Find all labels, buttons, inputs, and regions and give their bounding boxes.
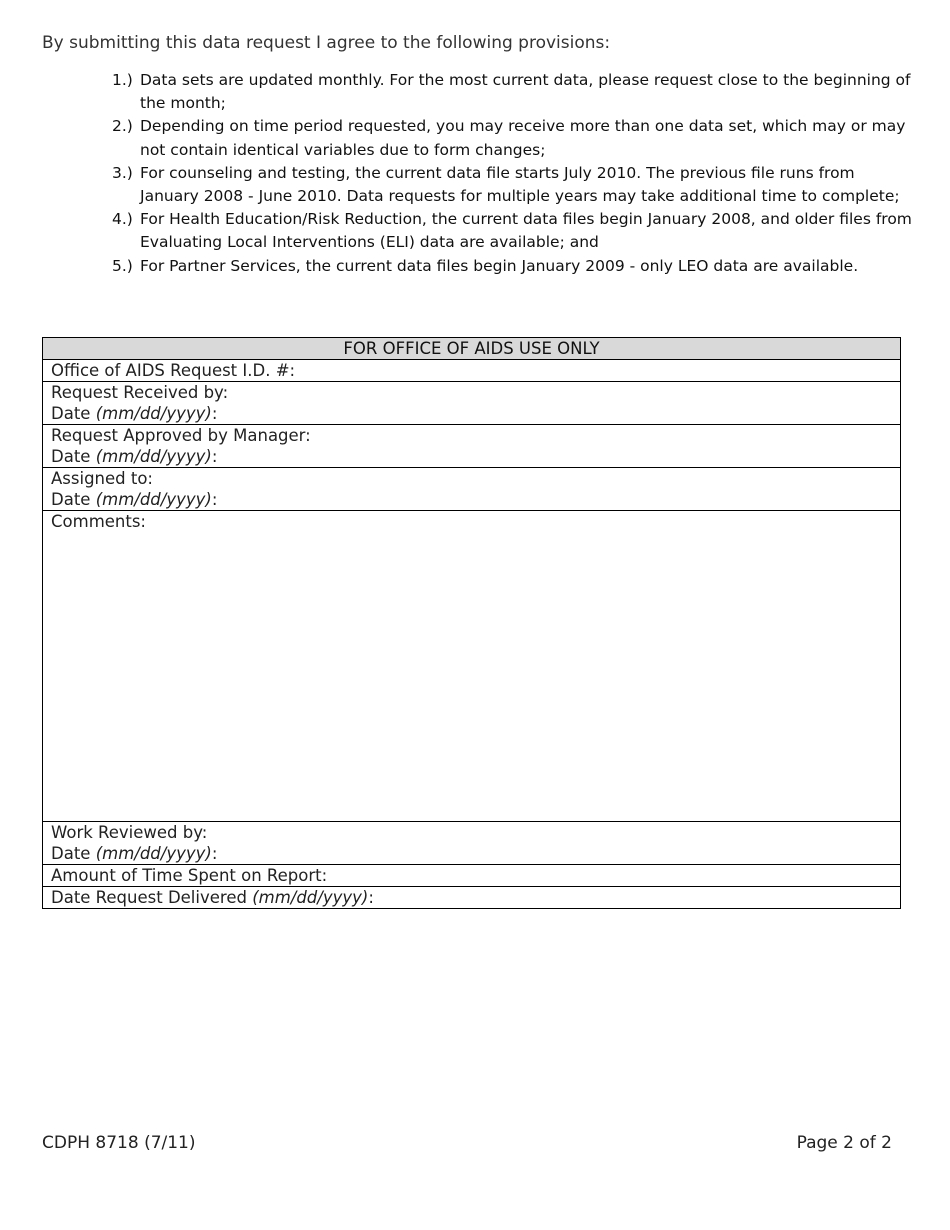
provision-item bbox=[112, 208, 912, 254]
form-id: CDPH 8718 (7/11) bbox=[42, 1133, 196, 1153]
date-format-hint: (mm/dd/yyyy) bbox=[252, 888, 369, 907]
provision-number: 3.) bbox=[112, 163, 133, 182]
request-id-label: Office of AIDS Request I.D. #: bbox=[51, 361, 296, 380]
date-format-hint: (mm/dd/yyyy) bbox=[95, 844, 212, 863]
date-suffix: : bbox=[211, 404, 218, 423]
received-by-field[interactable] bbox=[43, 382, 901, 425]
date-suffix: : bbox=[211, 844, 218, 863]
comments-field[interactable] bbox=[43, 511, 901, 822]
provisions-list bbox=[112, 69, 912, 278]
assigned-to-label: Assigned to: bbox=[51, 469, 153, 488]
date-label: Date bbox=[51, 844, 91, 863]
date-suffix: : bbox=[211, 490, 218, 509]
provision-text: Depending on time period requested, you may receive more than one data set, which may or may not contain identical variables due to form changes; bbox=[140, 117, 906, 159]
provision-number: 4.) bbox=[112, 210, 133, 229]
assigned-to-field[interactable] bbox=[43, 468, 901, 511]
date-format-hint: (mm/dd/yyyy) bbox=[95, 490, 212, 509]
provision-text: For Health Education/Risk Reduction, the current data files begin January 2008, and older files from Evaluating Local Interventions (ELI) data are available; and bbox=[140, 210, 912, 252]
date-format-hint: (mm/dd/yyyy) bbox=[95, 404, 212, 423]
date-delivered-label: Date Request Delivered bbox=[51, 888, 247, 907]
date-label: Date bbox=[51, 447, 91, 466]
provision-text: For counseling and testing, the current data file starts July 2010. The previous file runs from January 2008 - June 2010. Data requests for multiple years may take additional time to complete; bbox=[140, 163, 900, 206]
request-id-field[interactable] bbox=[43, 360, 901, 382]
received-date-line bbox=[51, 403, 892, 424]
time-spent-field[interactable] bbox=[43, 865, 901, 887]
time-spent-label: Amount of Time Spent on Report: bbox=[51, 866, 328, 885]
approved-by-field[interactable] bbox=[43, 425, 901, 468]
received-by-label: Request Received by: bbox=[51, 383, 229, 402]
office-use-table bbox=[42, 337, 901, 909]
provision-item bbox=[112, 162, 912, 208]
provision-number: 1.) bbox=[112, 71, 133, 89]
provision-item bbox=[112, 115, 912, 161]
provision-item bbox=[112, 255, 912, 278]
date-suffix: : bbox=[368, 888, 374, 907]
date-delivered-field[interactable] bbox=[43, 887, 901, 909]
approved-by-label: Request Approved by Manager: bbox=[51, 426, 311, 445]
date-label: Date bbox=[51, 490, 91, 509]
intro-statement: By submitting this data request I agree to the following provisions: bbox=[42, 33, 611, 53]
comments-label: Comments: bbox=[51, 512, 146, 531]
assigned-date-line bbox=[51, 489, 892, 510]
office-use-header: FOR OFFICE OF AIDS USE ONLY bbox=[43, 338, 901, 360]
reviewed-by-label: Work Reviewed by: bbox=[51, 823, 208, 842]
reviewed-date-line bbox=[51, 843, 892, 864]
date-format-hint: (mm/dd/yyyy) bbox=[95, 447, 212, 466]
reviewed-by-field[interactable] bbox=[43, 822, 901, 865]
provision-number: 2.) bbox=[112, 117, 133, 136]
approved-date-line bbox=[51, 446, 892, 467]
provision-text: For Partner Services, the current data files begin January 2009 - only LEO data are available. bbox=[140, 256, 859, 275]
page-number: Page 2 of 2 bbox=[796, 1133, 892, 1153]
date-label: Date bbox=[51, 404, 91, 423]
provision-item bbox=[112, 69, 912, 115]
date-suffix: : bbox=[211, 447, 218, 466]
provision-text: Data sets are updated monthly. For the most current data, please request close to the beginning of the month; bbox=[140, 71, 911, 113]
provision-number: 5.) bbox=[112, 256, 133, 275]
